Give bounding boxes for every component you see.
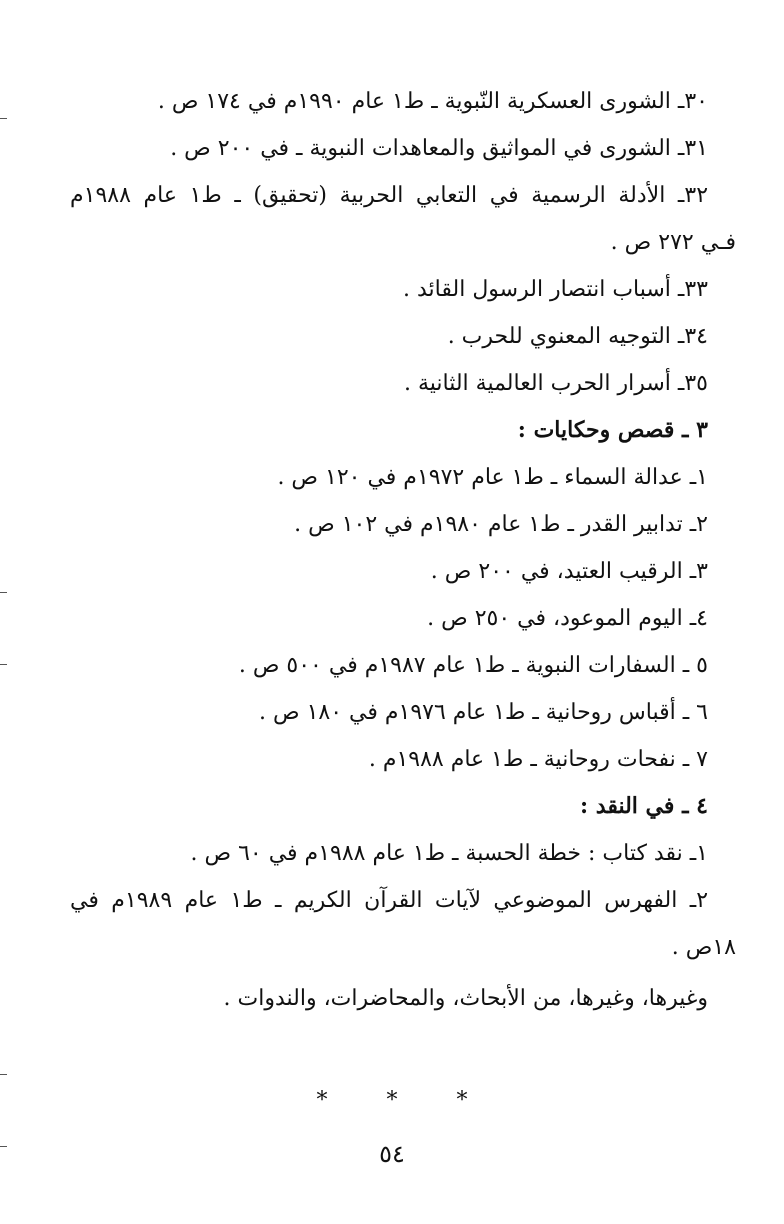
list-item: ٣٢ـ الأدلة الرسمية في التعابي الحربية (تحقيق) ـ ط١ عام ١٩٨٨م (70, 183, 708, 208)
section-heading-criticism: ٤ ـ في النقد : (579, 793, 708, 819)
list-item: ٧ ـ نفحات روحانية ـ ط١ عام ١٩٨٨م . (368, 747, 708, 772)
scan-edge-mark (0, 118, 7, 119)
list-item: ٢ـ تدابير القدر ـ ط١ عام ١٩٨٠م في ١٠٢ ص . (294, 512, 708, 537)
list-item: ١ـ عدالة السماء ـ ط١ عام ١٩٧٢م في ١٢٠ ص . (277, 465, 708, 490)
scan-edge-mark (0, 664, 7, 665)
list-item: ٣ـ الرقيب العتيد، في ٢٠٠ ص . (430, 559, 708, 584)
list-item: ٢ـ الفهرس الموضوعي لآيات القرآن الكريم ـ ط١ عام ١٩٨٩م في (70, 888, 708, 913)
page-number: ٥٤ (379, 1140, 405, 1168)
list-item: ٣٥ـ أسرار الحرب العالمية الثانية . (403, 371, 708, 396)
list-item: ٣٣ـ أسباب انتصار الرسول القائد . (403, 277, 708, 302)
list-item-continuation: فـي ٢٧٢ ص . (610, 230, 736, 255)
list-item: ٥ ـ السفارات النبوية ـ ط١ عام ١٩٨٧م في ٥٠٠ ص . (238, 653, 708, 678)
list-item: ٣١ـ الشورى في المواثيق والمعاهدات النبوية ـ في ٢٠٠ ص . (170, 136, 708, 161)
list-item: ٣٠ـ الشورى العسكرية النّبوية ـ ط١ عام ١٩٩٠م في ١٧٤ ص . (157, 89, 708, 114)
page-content (70, 78, 736, 1022)
list-item-continuation: ١٨ص . (671, 935, 736, 960)
list-item: ١ـ نقد كتاب : خطة الحسبة ـ ط١ عام ١٩٨٨م في ٦٠ ص . (190, 841, 708, 866)
closing-paragraph: وغيرها، وغيرها، من الأبحاث، والمحاضرات، والندوات . (223, 986, 708, 1011)
list-item: ٤ـ اليوم الموعود، في ٢٥٠ ص . (427, 606, 708, 631)
list-item: ٣٤ـ التوجيه المعنوي للحرب . (447, 324, 708, 349)
scan-edge-mark (0, 592, 7, 593)
section-ornament: * * * (316, 1088, 494, 1113)
section-heading-stories: ٣ ـ قصص وحكايات : (517, 417, 708, 443)
scan-edge-mark (0, 1146, 7, 1147)
scan-edge-mark (0, 1074, 7, 1075)
list-item: ٦ ـ أقباس روحانية ـ ط١ عام ١٩٧٦م في ١٨٠ ص . (259, 700, 708, 725)
